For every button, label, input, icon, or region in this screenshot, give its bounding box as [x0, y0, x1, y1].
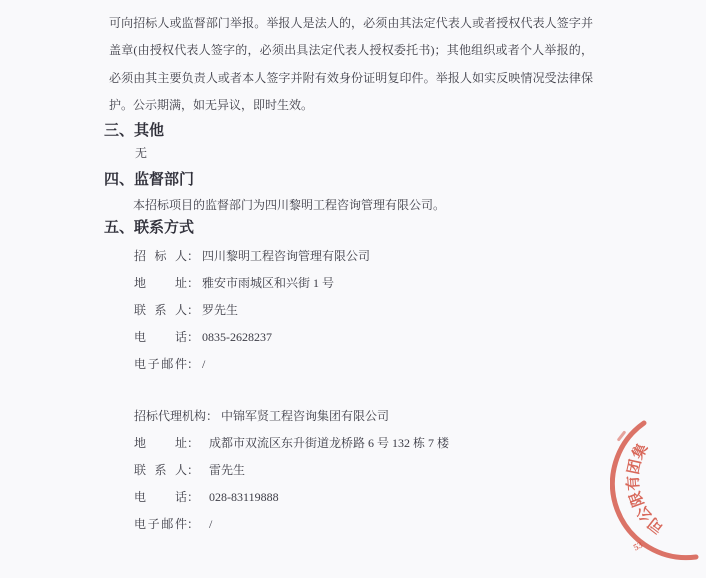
seal-char: 团 — [625, 457, 645, 476]
paragraph-line: 护。公示期满，如无异议，即时生效。 — [109, 98, 314, 113]
seal-char: 公 — [634, 502, 656, 524]
contact-label: 招标代理机构 — [134, 409, 207, 423]
contact-row-email — [134, 351, 370, 378]
contact-colon: ： — [187, 249, 200, 263]
paragraph-line: 可向招标人或监督部门举报。举报人是法人的，必须由其法定代表人或者授权代表人签字并 — [109, 16, 593, 30]
contact-label: 电话 — [134, 490, 187, 504]
contact-value: 罗先生 — [202, 303, 239, 317]
seal-char: 有 — [625, 475, 643, 492]
contact-row-address — [134, 430, 449, 457]
seal-number: 53 — [631, 539, 645, 553]
contact-label: 地址 — [134, 436, 187, 450]
section-body-none: 无 — [135, 146, 148, 160]
section-heading-other: 三、其他 — [104, 123, 165, 139]
contact-label: 电子邮件 — [134, 357, 187, 371]
contact-value: / — [209, 517, 213, 531]
section-body-supervision: 本招标项目的监督部门为四川黎明工程咨询管理有限公司。 — [133, 198, 446, 212]
contact-colon: ： — [187, 303, 200, 317]
contact-value: / — [202, 357, 206, 371]
paragraph-line: 必须由其主要负责人或者本人签字并附有效身份证明复印件。举报人如实反映情况受法律保 — [109, 70, 593, 85]
report-notice-paragraph — [109, 10, 593, 120]
contact-value: 中锦军贤工程咨询集团有限公司 — [221, 409, 390, 423]
contact-value: 雅安市雨城区和兴街 1 号 — [202, 276, 335, 290]
contact-block-bidder — [134, 243, 370, 378]
contact-colon: ： — [187, 463, 200, 477]
contact-value: 雷先生 — [209, 463, 246, 477]
seal-char: 集 — [630, 441, 652, 463]
contact-row-bidder — [134, 243, 370, 270]
contact-row-contact-person — [134, 297, 370, 324]
contact-row-email — [134, 511, 449, 538]
contact-row-agency — [134, 403, 449, 430]
contact-label: 地址 — [134, 276, 187, 290]
contact-label: 电子邮件 — [134, 517, 187, 531]
contact-colon: ： — [187, 436, 200, 450]
contact-row-phone — [134, 484, 449, 511]
contact-block-agency — [134, 403, 449, 538]
contact-colon: ： — [187, 357, 200, 371]
contact-colon: ： — [187, 490, 200, 504]
contact-colon: ： — [206, 409, 219, 423]
contact-value: 四川黎明工程咨询管理有限公司 — [202, 249, 371, 263]
contact-label: 联系人 — [134, 303, 187, 317]
seal-char: 司 — [645, 513, 668, 536]
section-heading-contact: 五、联系方式 — [104, 220, 195, 236]
paragraph-line: 盖章(由授权代表人签字的，必须出具法定代表人授权委托书)；其他组织或者个人举报的， — [109, 43, 593, 58]
contact-label: 联系人 — [134, 463, 187, 477]
contact-colon: ： — [187, 330, 200, 344]
contact-colon: ： — [187, 276, 200, 290]
contact-colon: ： — [187, 517, 200, 531]
contact-value: 0835-2628237 — [202, 330, 273, 344]
contact-row-contact-person — [134, 457, 449, 484]
contact-value: 028-83119888 — [209, 490, 279, 504]
contact-value: 成都市双流区东升街道龙桥路 6 号 132 栋 7 楼 — [209, 436, 450, 450]
seal-char: 限 — [627, 489, 648, 509]
contact-row-address — [134, 270, 370, 297]
contact-row-phone — [134, 324, 370, 351]
contact-label: 招标人 — [134, 249, 187, 263]
contact-label: 电话 — [134, 330, 187, 344]
section-heading-supervision: 四、监督部门 — [104, 172, 195, 188]
